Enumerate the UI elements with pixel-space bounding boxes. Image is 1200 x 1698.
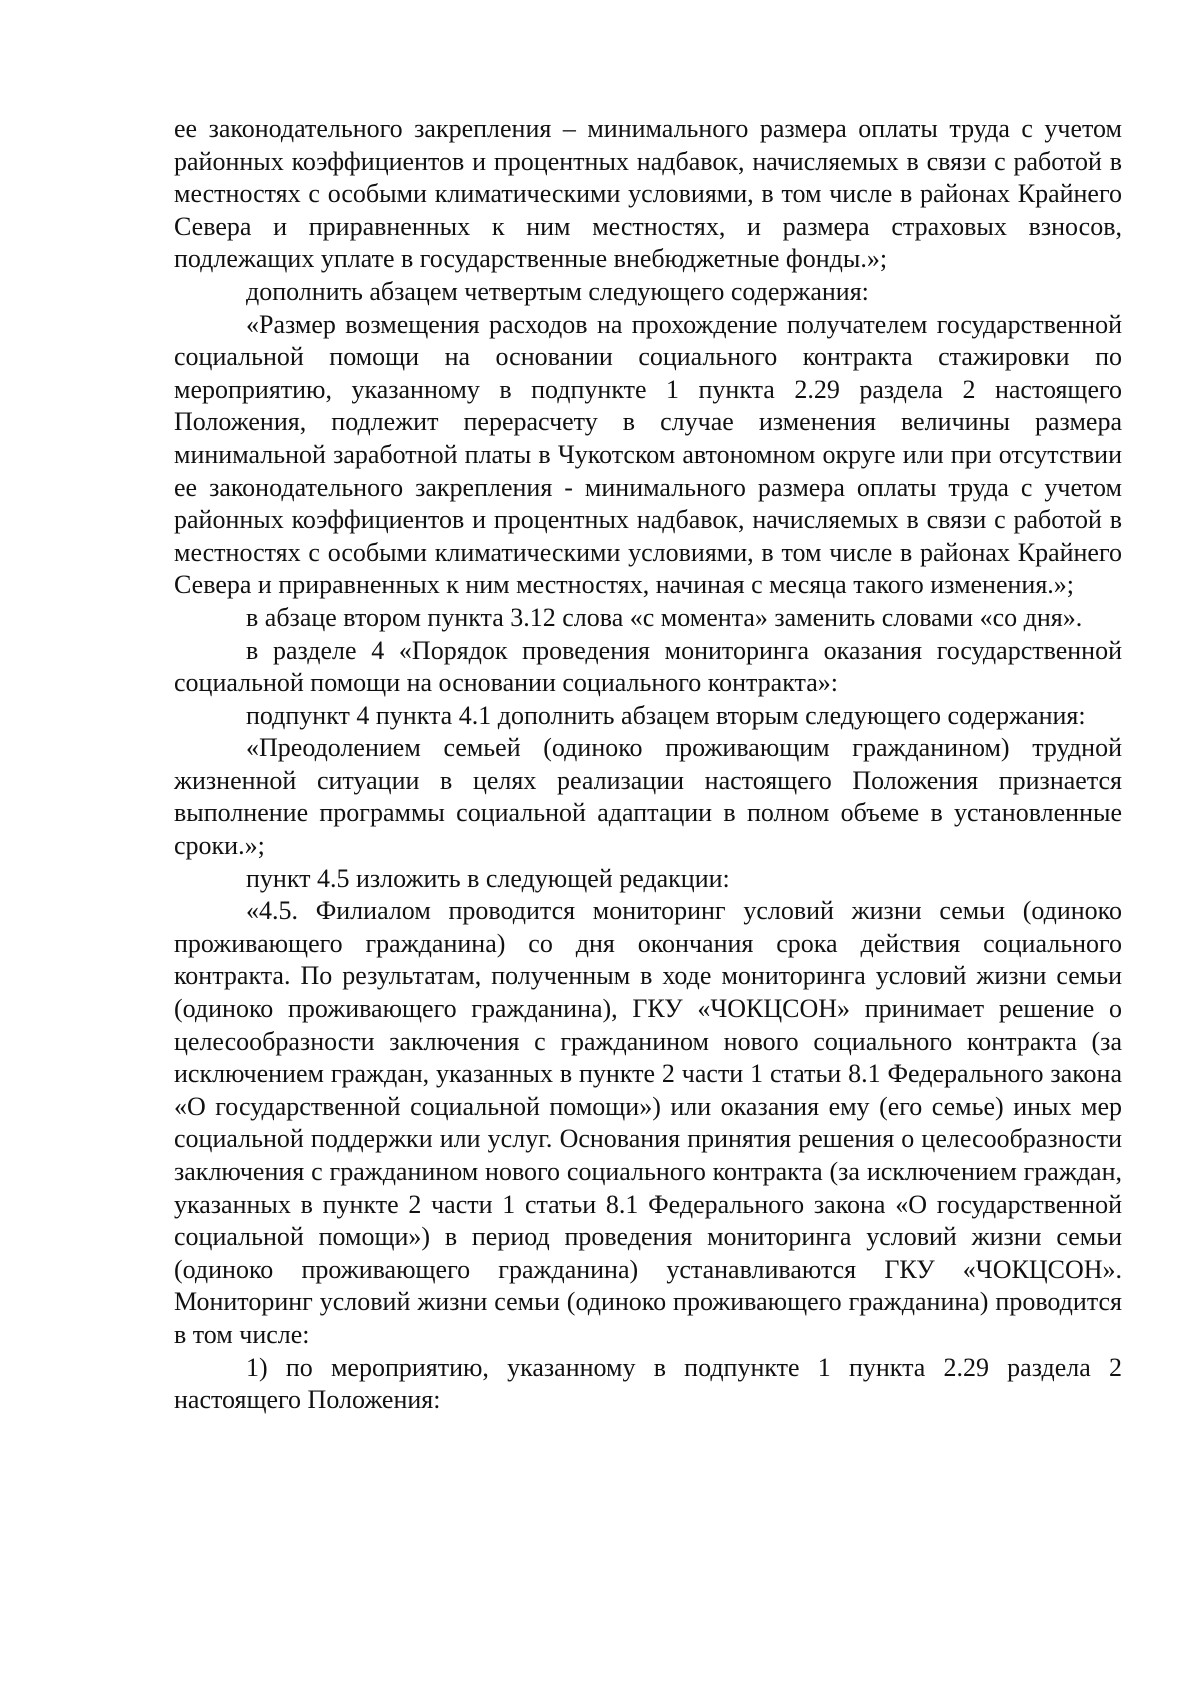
paragraph: «4.5. Филиалом проводится мониторинг условий жизни семьи (одиноко проживающего гражданина) со дня окончания срока действия социального контракта. По результатам, полученным в ходе мониторинга условий жизни семьи (одиноко проживающего гражданина), ГКУ «ЧОКЦСОН» принимает решение о целесообразности заключения с гражданином нового социального контракта (за исключением граждан, указанных в пункте 2 части 1 статьи 8.1 Федерального закона «О государственной социальной помощи») или оказания ему (его семье) иных мер социальной поддержки или услуг. Основания принятия решения о целесообразности заключения с гражданином нового социального контракта (за исключением граждан, указанных в пункте 2 части 1 статьи 8.1 Федерального закона «О государственной социальной помощи») в период проведения мониторинга условий жизни семьи (одиноко проживающего гражданина) устанавливаются ГКУ «ЧОКЦСОН». Мониторинг условий жизни семьи (одиноко проживающего гражданина) проводится в том числе: — [174, 896, 1122, 1349]
document-page — [174, 113, 1122, 1417]
paragraph: в абзаце втором пункта 3.12 слова «с момента» заменить словами «со дня». — [246, 602, 1083, 632]
paragraph: подпункт 4 пункта 4.1 дополнить абзацем вторым следующего содержания: — [246, 700, 1086, 730]
paragraph: ее законодательного закрепления – минимального размера оплаты труда с учетом районных коэффициентов и процентных надбавок, начисляемых в связи с работой в местностях с особыми климатическими условиями, в том числе в районах Крайнего Севера и приравненных к ним местностях, и размера страховых взносов, подлежащих уплате в государственные внебюджетные фонды.»; — [174, 114, 1122, 274]
paragraph: дополнить абзацем четвертым следующего содержания: — [246, 276, 869, 306]
paragraph: 1) по мероприятию, указанному в подпункте 1 пункта 2.29 раздела 2 настоящего Положения: — [174, 1352, 1122, 1415]
paragraph: пункт 4.5 изложить в следующей редакции: — [246, 863, 730, 893]
paragraph: в разделе 4 «Порядок проведения мониторинга оказания государственной социальной помощи на основании социального контракта»: — [174, 635, 1122, 698]
paragraph: «Размер возмещения расходов на прохождение получателем государственной социальной помощи на основании социального контракта стажировки по мероприятию, указанному в подпункте 1 пункта 2.29 раздела 2 настоящего Положения, подлежит перерасчету в случае изменения величины размера минимальной заработной платы в Чукотском автономном округе или при отсутствии ее законодательного закрепления - минимального размера оплаты труда с учетом районных коэффициентов и процентных надбавок, начисляемых в связи с работой в местностях с особыми климатическими условиями, в том числе в районах Крайнего Севера и приравненных к ним местностях, начиная с месяца такого изменения.»; — [174, 309, 1122, 600]
paragraph: «Преодолением семьей (одиноко проживающим гражданином) трудной жизненной ситуации в целях реализации настоящего Положения признается выполнение программы социальной адаптации в полном объеме в установленные сроки.»; — [174, 733, 1122, 861]
